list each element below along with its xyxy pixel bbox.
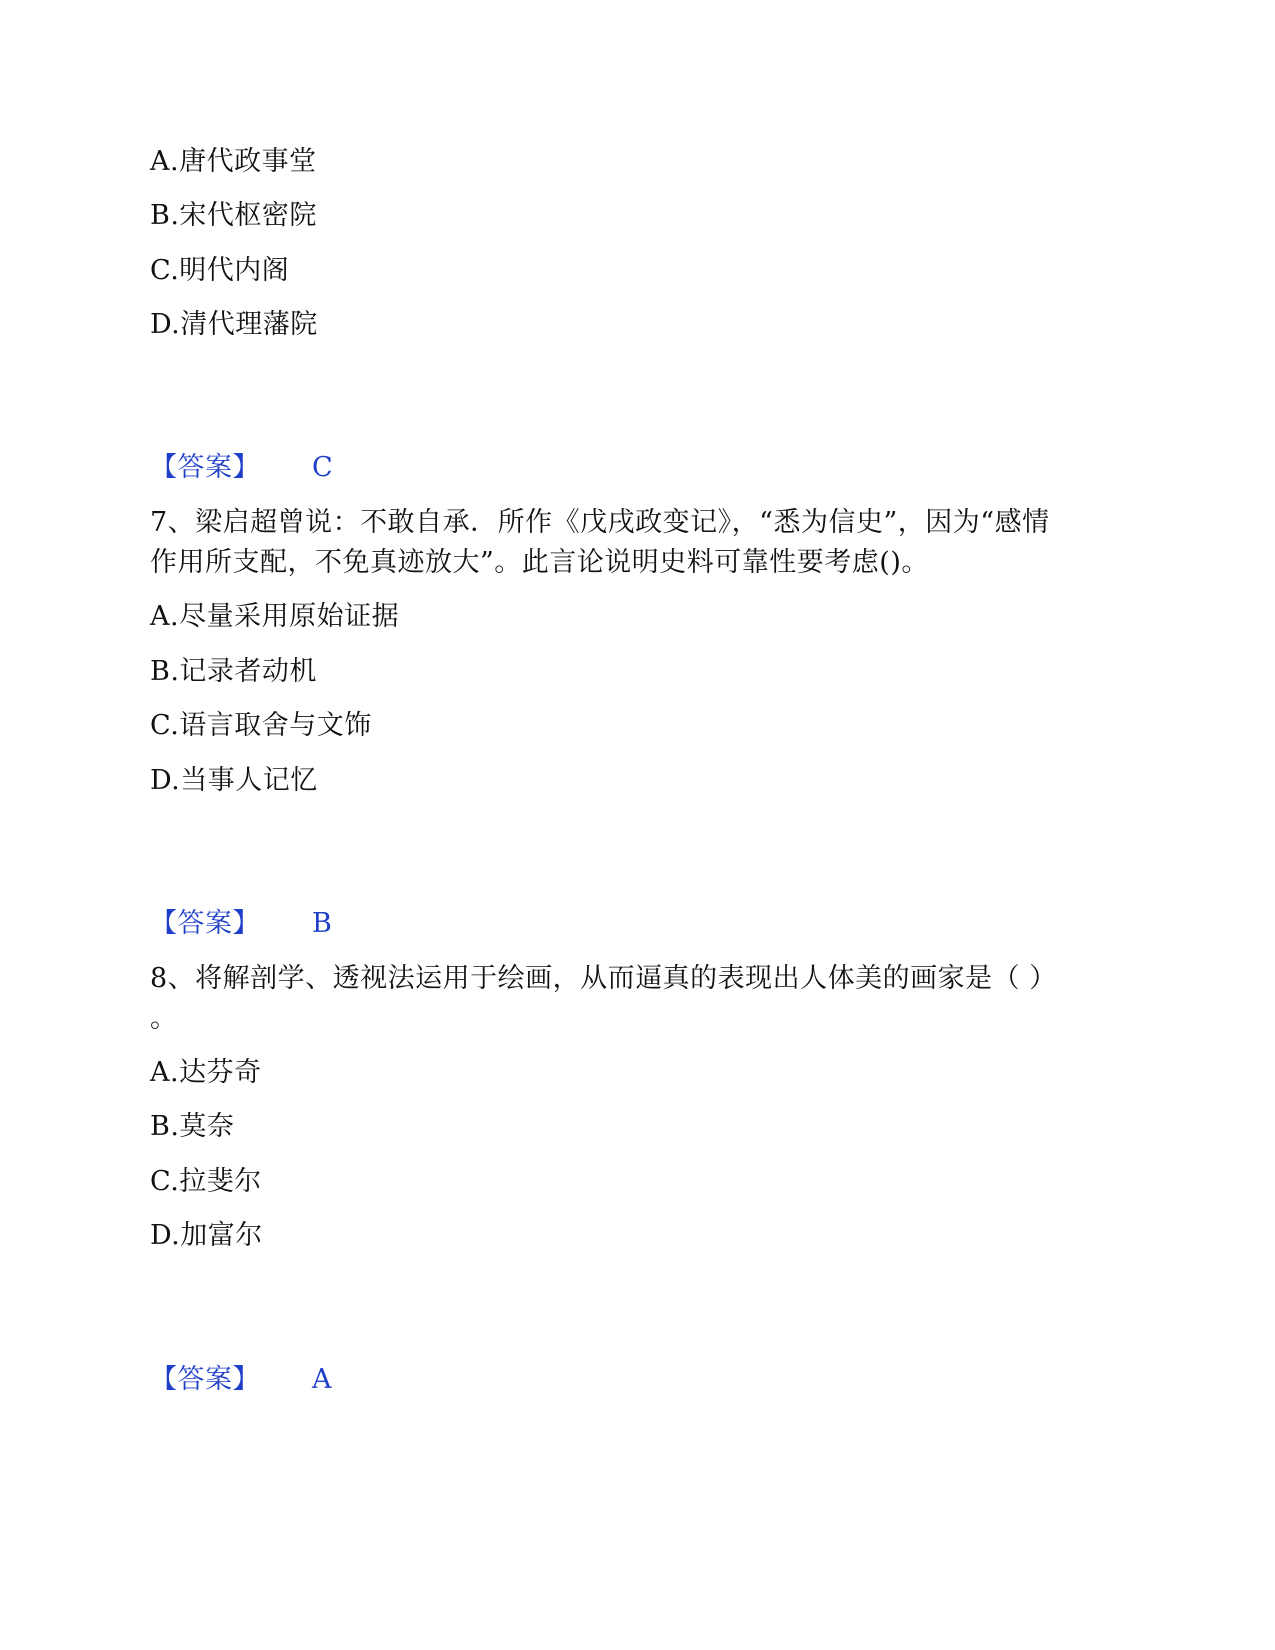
q7-answer-value: B [312, 908, 333, 939]
q6-answer-value: C [312, 452, 334, 483]
q6-answer [150, 448, 333, 488]
q6-option-c: C.明代内阁 [150, 255, 290, 286]
q8-answer-label: 【答案】 [150, 1364, 260, 1395]
q7-option-b: B.记录者动机 [150, 656, 317, 687]
q7-answer [150, 904, 332, 944]
q6-option-b: B.宋代枢密院 [150, 200, 317, 231]
q7-stem-line1: 7、梁启超曾说：不敢自承．所作《戊戌政变记》，“悉为信史”，因为“感情 [150, 507, 1050, 538]
q7-answer-label: 【答案】 [150, 908, 260, 939]
q8-answer [150, 1360, 332, 1400]
q8-stem-line2: 。 [150, 1003, 178, 1034]
q6-answer-label: 【答案】 [150, 452, 260, 483]
q6-option-d: D.清代理藩院 [150, 309, 318, 340]
q7-option-a: A.尽量采用原始证据 [150, 601, 400, 632]
q6-option-a: A.唐代政事堂 [150, 146, 317, 177]
q7-option-c: C.语言取舍与文饰 [150, 710, 372, 741]
q7-stem-line2: 作用所支配，不免真迹放大”。此言论说明史料可靠性要考虑()。 [150, 547, 929, 578]
q8-option-c: C.拉斐尔 [150, 1166, 262, 1197]
q8-stem-line1: 8、将解剖学、透视法运用于绘画，从而逼真的表现出人体美的画家是（ ） [150, 963, 1057, 994]
q8-option-b: B.莫奈 [150, 1111, 235, 1142]
q8-option-d: D.加富尔 [150, 1220, 263, 1251]
q7-option-d: D.当事人记忆 [150, 765, 318, 796]
q8-answer-value: A [312, 1364, 332, 1395]
q8-option-a: A.达芬奇 [150, 1057, 262, 1088]
